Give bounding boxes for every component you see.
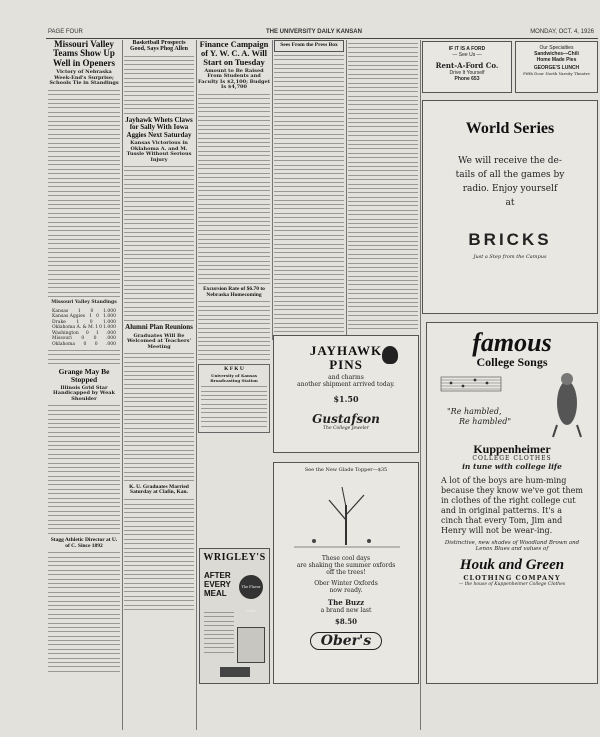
lunch-line5: Fifth Door North Varsity Theatre bbox=[523, 71, 590, 76]
wrigleys-ad bbox=[199, 548, 270, 684]
jayhawk-store: Gustafson bbox=[312, 412, 380, 427]
obers-line8: a brand new last bbox=[320, 607, 372, 614]
tree-illustration bbox=[274, 475, 419, 555]
standings-w: 0 bbox=[85, 330, 89, 336]
article-text bbox=[274, 55, 344, 333]
ford-line3: Rent-A-Ford Co. bbox=[435, 61, 499, 70]
standings-l: 0 bbox=[90, 308, 94, 314]
column-5 bbox=[348, 40, 418, 340]
headline-jayhawk: Jayhawk Whets Claws for Sally With Iowa Aggies Next Saturday bbox=[125, 116, 193, 139]
obers-line3: are shaking the summer oxfords bbox=[296, 562, 396, 569]
standings-team: Washington bbox=[52, 330, 79, 336]
standings-l: 0 bbox=[94, 341, 98, 347]
jayhawk-bird-icon bbox=[382, 346, 398, 364]
houk-green-sub2: — the house of Kuppenheimer College Clothes bbox=[458, 582, 566, 588]
lunch-line2: Sandwiches—Chili bbox=[534, 51, 579, 57]
deck-ywca: Amount to Be Raised From Students and Faculty Is $2,100; Budget Is $4,700 bbox=[198, 67, 270, 91]
column-rule bbox=[196, 40, 197, 730]
houk-green-store: Houk and Green bbox=[459, 557, 565, 574]
jayhawk-store-sub: The College Jeweler bbox=[323, 426, 369, 432]
obers-line7: The Buzz bbox=[327, 598, 365, 607]
article-text bbox=[198, 94, 270, 284]
jayhawk-line1: and charms bbox=[328, 374, 364, 382]
obers-ad bbox=[273, 462, 419, 684]
jayhawk-title2: PINS bbox=[329, 356, 363, 372]
standings-pct: .000 bbox=[105, 336, 116, 341]
ford-line1: IF IT IS A FORD bbox=[448, 46, 486, 52]
kfku-title: K F K U bbox=[224, 365, 244, 372]
kuppenheimer-brand: Kuppenheimer bbox=[473, 441, 551, 456]
column-finance bbox=[198, 40, 270, 580]
column-rule bbox=[272, 40, 273, 340]
kfku-sub: University of Kansas Broadcasting Station bbox=[210, 373, 258, 383]
kfku-schedule bbox=[201, 386, 267, 427]
standings-pct: .000 bbox=[105, 330, 116, 336]
spacer bbox=[422, 318, 598, 320]
rent-a-ford-ad bbox=[422, 41, 512, 93]
article-text bbox=[124, 56, 194, 114]
column-rule bbox=[420, 40, 421, 730]
wrigleys-tag1: AFTER bbox=[204, 571, 231, 580]
jayhawk-title: JAYHAWK bbox=[309, 343, 383, 358]
paper-name: THE UNIVERSITY DAILY KANSAN bbox=[266, 29, 362, 35]
column-sports bbox=[48, 40, 120, 730]
standings-w: 1 bbox=[89, 314, 93, 319]
standings-pct: 1.000 bbox=[103, 308, 116, 314]
headline-press-box: Sees From the Press Box bbox=[274, 40, 344, 52]
standings-team: Kansas Aggies bbox=[52, 314, 86, 319]
standings-row bbox=[52, 342, 116, 348]
standings-team: Oklahoma A. & M. bbox=[52, 325, 95, 330]
obers-price: $8.50 bbox=[335, 617, 357, 626]
headline-missouri-valley: Missouri Valley Teams Show Up Well in Openers bbox=[52, 40, 115, 68]
gum-strip-icon bbox=[220, 667, 250, 677]
page-header bbox=[46, 28, 598, 39]
lunch-line3: Home Made Pies bbox=[536, 57, 577, 63]
standings-w: 1 bbox=[76, 319, 80, 325]
standings-pct: 1.000 bbox=[103, 319, 116, 325]
column-basketball bbox=[124, 40, 194, 730]
standings-team: Drake bbox=[52, 319, 66, 325]
headline-graduates: K. U. Graduates Married Saturday at Clafin, Kan. bbox=[129, 483, 189, 496]
ad-body: A lot of the boys are hum-ming because they know we've got them in clothes of the right college cut and in original patterns. It's a cinch that every Tom, Jim and Henry will not be wear-ing. bbox=[441, 476, 583, 536]
column-rule bbox=[122, 40, 123, 730]
lunch-line4: GEORGE'S LUNCH bbox=[533, 65, 580, 71]
deck-jayhawk: Kansas Victorious in Oklahoma A. and M. Tussle Without Serious Injury bbox=[126, 140, 192, 163]
obers-line5: Ober Winter Oxfords bbox=[314, 580, 378, 587]
obers-store: Ober's bbox=[310, 632, 382, 650]
headline-ywca: Finance Campaign of Y. W. C. A. Will Start on Tuesday bbox=[199, 40, 269, 67]
bricks-ad bbox=[422, 100, 598, 314]
column-rule bbox=[346, 40, 347, 340]
bricks-tagline: Just a Step from the Campus bbox=[473, 253, 547, 260]
article-text bbox=[198, 301, 270, 359]
standings-w: 1 bbox=[77, 308, 81, 314]
georges-lunch-ad bbox=[515, 41, 598, 93]
standings-l: 0 bbox=[99, 325, 103, 330]
standings-l: 0 bbox=[96, 314, 100, 319]
deck-alumni: Graduates Will Be Welcomed at Teachers' Meeting bbox=[126, 332, 192, 350]
page-number: PAGE FOUR bbox=[48, 29, 83, 35]
standings-w: 0 bbox=[81, 336, 85, 341]
bricks-store: BRICKS bbox=[468, 229, 552, 249]
article-text bbox=[48, 350, 120, 364]
headline-stagg: Stagg Athletic Director at U. of C. Since 1892 bbox=[50, 536, 118, 549]
standings-title: Missouri Valley Standings bbox=[51, 299, 117, 305]
article-text bbox=[48, 90, 120, 297]
gum-pack-icon bbox=[237, 627, 265, 663]
bricks-title: World Series bbox=[465, 120, 555, 137]
obers-line6: now ready. bbox=[329, 587, 363, 594]
standings-l: 1 bbox=[95, 330, 99, 336]
ford-line5: Phone 653 bbox=[454, 76, 480, 82]
wrigleys-text bbox=[204, 612, 234, 653]
jayhawk-line2: another shipment arrived today. bbox=[297, 381, 395, 389]
famous-song1: "Re hambled, bbox=[447, 407, 502, 416]
headline-excursion: Excursion Rate of $6.70 to Nebraska Homecoming bbox=[203, 285, 265, 298]
standings-pct: 1.000 bbox=[103, 325, 116, 330]
standings-table bbox=[52, 309, 116, 348]
kuppenheimer-sub: COLLEGE CLOTHES bbox=[472, 455, 552, 463]
issue-date: MONDAY, OCT. 4, 1926 bbox=[530, 29, 594, 35]
headline-grange: Grange May Be Stopped bbox=[58, 367, 110, 385]
kuppenheimer-sub2: in tune with college life bbox=[462, 462, 562, 472]
lunch-line1: Our Specialties bbox=[539, 45, 574, 51]
standings-pct: 1.000 bbox=[103, 314, 116, 319]
famous-sub: College Songs bbox=[476, 355, 548, 370]
article-text bbox=[48, 552, 120, 672]
article-text bbox=[124, 353, 194, 481]
headline-alumni: Alumni Plan Reunions bbox=[125, 323, 193, 332]
standings-w: 1 bbox=[95, 325, 99, 330]
bricks-line1: We will receive the de- bbox=[458, 155, 562, 166]
kfku-box bbox=[198, 364, 270, 433]
standings-pct: .000 bbox=[105, 341, 116, 347]
wrigleys-brand: WRIGLEY'S bbox=[203, 552, 266, 563]
standings-team: Kansas bbox=[52, 308, 69, 314]
standings-team: Missouri bbox=[52, 336, 72, 341]
wrigleys-tag3: MEAL bbox=[204, 589, 227, 598]
deck-missouri-valley: Victory of Nebraska Week-End's Surprise; Schools Tie in Standings bbox=[49, 69, 119, 87]
article-text bbox=[124, 166, 194, 321]
obers-line2: These cool days bbox=[321, 555, 371, 562]
headline-basketball: Basketball Prospects Good, Says Phog Allen bbox=[129, 40, 188, 53]
standings-l: 0 bbox=[93, 336, 97, 341]
ford-line2: — See Us — bbox=[452, 52, 482, 58]
ford-line4: Drive It Yourself bbox=[449, 70, 485, 76]
jayhawk-pins-ad bbox=[273, 335, 419, 453]
music-scene-illustration bbox=[427, 369, 597, 439]
standings-l: 0 bbox=[89, 319, 93, 325]
bricks-line4: at bbox=[505, 197, 515, 208]
ad-distinct: Distinctive, new shades of Woodland Brown and Lenox Blues and values of bbox=[444, 540, 580, 553]
column-press-box bbox=[274, 40, 344, 340]
wrigleys-tag2: EVERY bbox=[204, 580, 231, 589]
obers-line4: off the trees! bbox=[326, 569, 366, 576]
obers-line1: See the New Glade Topper—$35 bbox=[304, 467, 388, 473]
houk-green-ad bbox=[426, 322, 598, 684]
famous-song2: Re hambled" bbox=[459, 417, 512, 426]
standings-team: Oklahoma bbox=[52, 341, 76, 347]
standings-w: 0 bbox=[83, 341, 87, 347]
jayhawk-price: $1.50 bbox=[333, 394, 359, 405]
bricks-line3: radio. Enjoy yourself bbox=[462, 183, 558, 194]
article-text bbox=[48, 405, 120, 533]
deck-grange: Illinois Grid Star Handicapped by Weak Shoulder bbox=[53, 384, 115, 402]
article-text bbox=[124, 499, 194, 610]
famous-title: famous bbox=[472, 328, 552, 357]
bricks-line2: tails of all the games by bbox=[455, 169, 565, 180]
article-text bbox=[348, 43, 418, 329]
houk-green-sub: CLOTHING COMPANY bbox=[463, 574, 561, 583]
wrigleys-flavor-badge: The Flavor Lasts bbox=[239, 575, 263, 599]
